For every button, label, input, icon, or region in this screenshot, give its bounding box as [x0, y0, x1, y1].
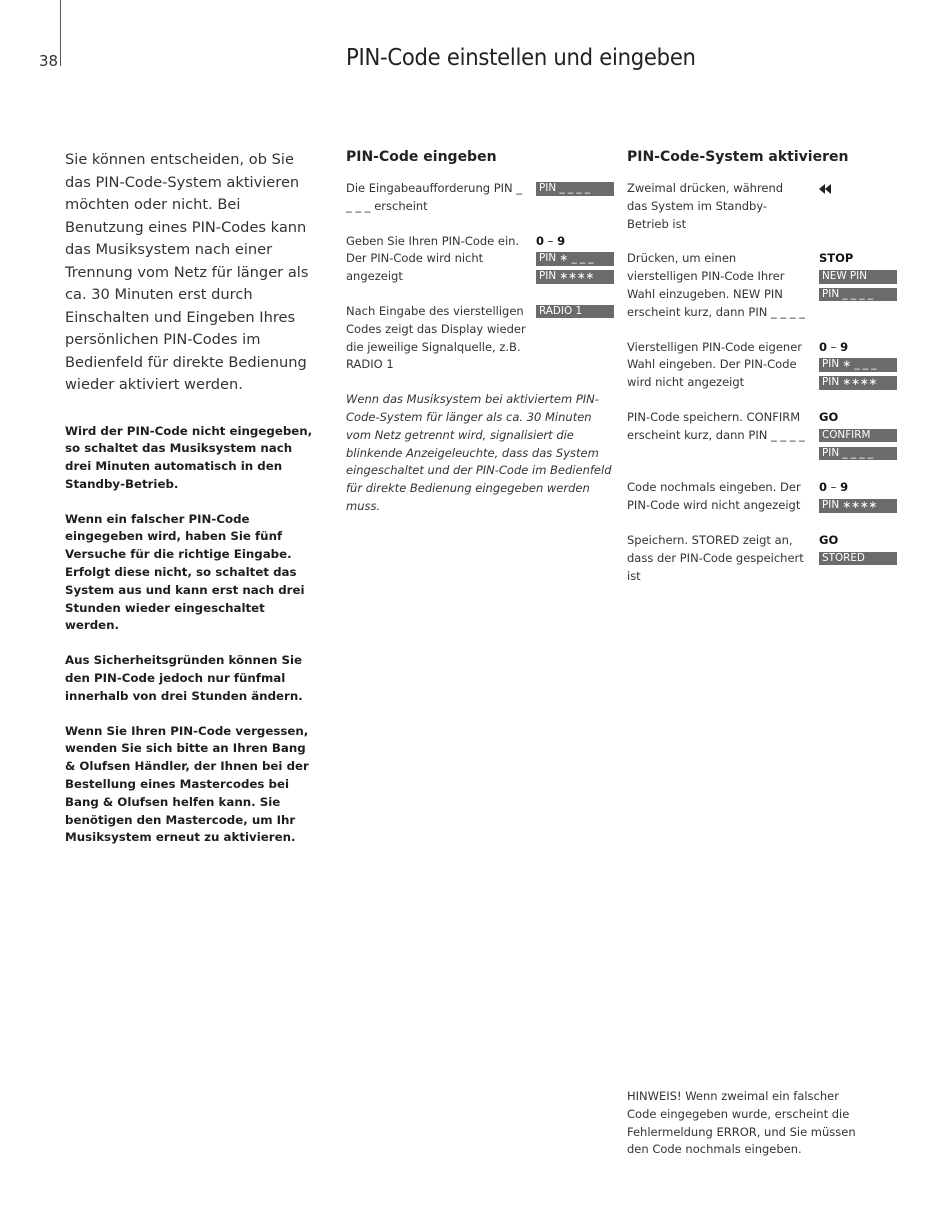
note-security: Aus Sicherheitsgründen können Sie den PIN-Code jedoch nur fünfmal innerhalb von drei Stunden ändern.: [65, 653, 303, 703]
step-text: Zweimal drücken, während das System im Standby-Betrieb ist: [627, 181, 784, 231]
activate-pin-heading: PIN-Code-System aktivieren: [627, 149, 849, 165]
step-side: [819, 339, 897, 392]
key-from: 0: [819, 339, 828, 354]
step-stop: [627, 250, 897, 321]
key-to: 9: [840, 339, 849, 354]
step-side: [819, 180, 897, 233]
note-standby: Wird der PIN-Code nicht eingegeben, so schaltet das Musiksystem nach drei Minuten automatisch in den Standby-Betrieb.: [65, 423, 313, 491]
display-readout: STORED: [819, 552, 897, 566]
step-enter-new-code: [627, 339, 897, 392]
display-readout: PIN ∗∗∗∗: [819, 376, 897, 390]
step-side: [536, 180, 614, 216]
step-side: [819, 250, 897, 321]
key-to: 9: [557, 233, 566, 248]
step-prompt: [346, 180, 614, 216]
italic-note: Wenn das Musiksystem bei aktiviertem PIN-Code-System für länger als ca. 30 Minuten vom Netz getrennt wird, signalisiert die blinkende Anzeigeleuchte, dass das System eingeschaltet und der PIN-Code im Bedienfeld für direkte Bedienung eingegeben werden muss.: [346, 392, 612, 513]
rewind-icon: [819, 180, 831, 198]
step-text: PIN-Code speichern. CONFIRM erscheint kurz, dann PIN _ _ _ _: [627, 409, 805, 442]
key-from: 0: [536, 233, 545, 248]
key-0-9: [536, 233, 565, 251]
note-forgotten-pin: Wenn Sie Ihren PIN-Code vergessen, wenden Sie sich bitte an Ihren Bang & Olufsen Händler, der Ihnen bei der Bestellung eines Mastercodes bei Bang & Olufsen helfen kann. Sie benötigen den Mastercode, um Ihr Musiksystem erneut zu aktivieren.: [65, 723, 309, 845]
step-text: Vierstelligen PIN-Code eigener Wahl eingeben. Der PIN-Code wird nicht angezeigt: [627, 339, 803, 390]
step-text: Speichern. STORED zeigt an, dass der PIN-Code gespeichert ist: [627, 532, 804, 583]
step-text: Drücken, um einen vierstelligen PIN-Code Ihrer Wahl einzugeben. NEW PIN erscheint kurz, dann PIN _ _ _ _: [627, 251, 805, 319]
page-title: PIN-Code einstellen und eingeben: [346, 45, 696, 71]
key-sep: –: [544, 233, 558, 248]
note-wrong-pin: Wenn ein falscher PIN-Code eingegeben wird, haben Sie fünf Versuche für die richtige Eingabe. Erfolgt diese nicht, so schaltet das System aus und kann erst nach drei Stunden wieder eingeschaltet werden.: [65, 511, 305, 633]
left-column: [65, 146, 317, 864]
step-side: [536, 233, 614, 286]
key-sep: –: [827, 339, 841, 354]
display-readout: PIN _ _ _ _: [819, 288, 897, 302]
enter-pin-heading: PIN-Code eingeben: [346, 149, 497, 165]
step-reenter-code: [627, 479, 897, 515]
key-0-9: [819, 339, 848, 357]
key-go: GO: [819, 409, 839, 424]
display-readout: PIN ∗ _ _ _: [536, 252, 614, 266]
key-to: 9: [840, 480, 849, 495]
step-text: Die Eingabeaufforderung PIN _ _ _ _ erscheint: [346, 181, 523, 213]
hint-note: HINWEIS! Wenn zweimal ein falscher Code eingegeben wurde, erscheint die Fehlermeldung ERROR, und Sie müssen den Code nochmals eingeben.: [627, 1089, 856, 1157]
key-stop: STOP: [819, 251, 854, 266]
display-readout: PIN _ _ _ _: [536, 182, 614, 196]
key-0-9: [819, 479, 848, 497]
step-side: [536, 303, 614, 374]
page-number: 38: [39, 52, 59, 70]
step-side: [819, 409, 897, 462]
step-side: [819, 532, 897, 585]
key-from: 0: [819, 480, 828, 495]
activate-pin-column: [627, 146, 897, 602]
display-readout: RADIO 1: [536, 305, 614, 319]
step-text: Code nochmals eingeben. Der PIN-Code wird nicht angezeigt: [627, 480, 801, 513]
display-readout: PIN ∗∗∗∗: [536, 270, 614, 284]
step-text: Geben Sie Ihren PIN-Code ein. Der PIN-Code wird nicht angezeigt: [346, 233, 520, 284]
margin-rule: [60, 0, 61, 66]
display-readout: NEW PIN: [819, 270, 897, 284]
key-sep: –: [827, 480, 841, 495]
display-readout: CONFIRM: [819, 429, 897, 443]
step-text: Nach Eingabe des vierstelligen Codes zeigt das Display wieder die jeweilige Signalquelle, z.B. RADIO 1: [346, 303, 526, 372]
step-confirm: [627, 409, 897, 462]
step-side: [819, 479, 897, 515]
display-readout: PIN _ _ _ _: [819, 447, 897, 461]
display-readout: PIN ∗∗∗∗: [819, 499, 897, 513]
step-press-twice: [627, 180, 897, 233]
step-store: [627, 532, 897, 585]
enter-pin-column: [346, 146, 614, 516]
key-go: GO: [819, 532, 839, 547]
step-source: [346, 303, 614, 374]
intro-paragraph: Sie können entscheiden, ob Sie das PIN-Code-System aktivieren möchten oder nicht. Bei Benutzung eines PIN-Codes kann das Musiksystem nach einer Trennung vom Netz für länger als ca. 30 Minuten erst durch Einschalten und Eingeben Ihres persönlichen PIN-Codes im Bedienfeld für direkte Bedienung wieder aktiviert werden.: [65, 151, 309, 393]
step-enter-code: [346, 233, 614, 286]
display-readout: PIN ∗ _ _ _: [819, 358, 897, 372]
